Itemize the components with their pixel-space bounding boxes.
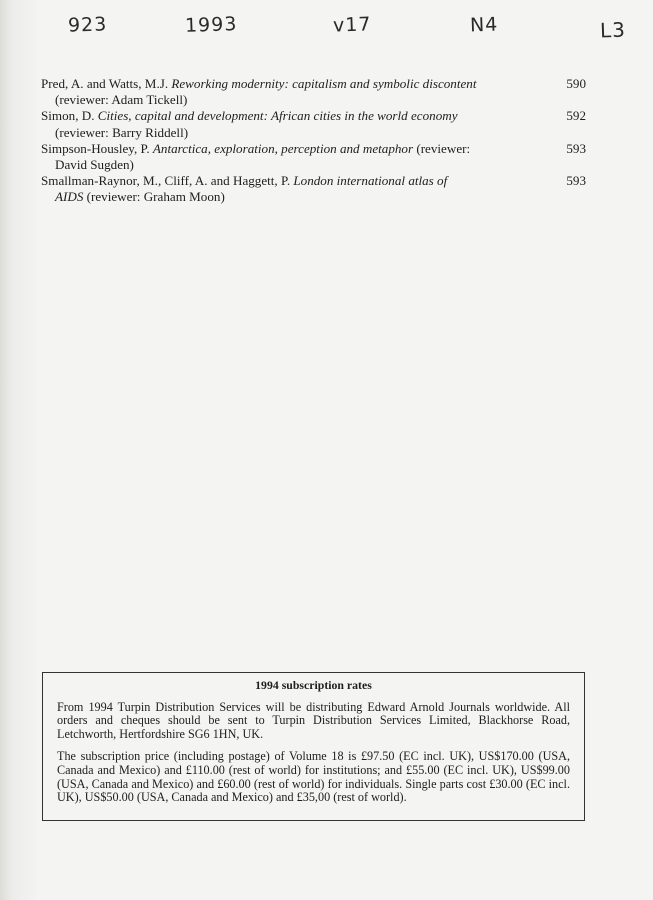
handwritten-year: 1993: [184, 13, 238, 37]
entry-page: 593: [566, 173, 586, 189]
entry-title-cont: AIDS: [55, 189, 84, 205]
review-entry: [41, 141, 586, 173]
entry-page: 590: [566, 76, 586, 91]
entry-page: 592: [566, 108, 586, 124]
entry-reviewer: (reviewer: Adam Tickell): [55, 92, 188, 108]
handwritten-note: 923: [67, 13, 108, 37]
entry-reviewer: (reviewer: Barry Riddell): [55, 124, 189, 140]
entry-author: Pred, A. and Watts, M.J.: [41, 76, 172, 91]
review-entry: [41, 76, 586, 108]
review-list: [41, 76, 586, 206]
entry-title: Reworking modernity: capitalism and symbolic discontent: [171, 76, 477, 91]
subscription-paragraph-prices: The subscription price (including postage) of Volume 18 is £97.50 (EC incl. UK), US$170.00 (USA, Canada and Mexico) and £110.00 (rest of world) for institutions; and £55.00 (EC incl. UK), US$99.00 (USA, Canada and Mexico) and £60.00 (rest of world) for individuals. Single parts cost £30.00 (EC incl. UK), US$50.00 (USA, Canada and Mexico) and £35,00 (rest of world).: [57, 749, 570, 805]
entry-page: 593: [566, 140, 586, 156]
subscription-paragraph-distribution: From 1994 Turpin Distribution Services will be distributing Edward Arnold Journals worldwide. All orders and cheques should be sent to Turpin Distribution Services Limited, Blackhorse Road, Letchworth, Hertfordshire SG6 1HN, UK.: [57, 699, 570, 741]
entry-title: Antarctica, exploration, perception and metaphor: [152, 140, 414, 156]
review-entry: [41, 108, 586, 140]
entry-title: London international atlas of: [293, 173, 448, 189]
entry-reviewer-prefix: (reviewer:: [413, 140, 471, 156]
entry-reviewer: (reviewer: Graham Moon): [83, 189, 225, 205]
handwritten-mark: L3: [599, 17, 627, 43]
handwritten-volume: v17: [332, 13, 372, 37]
entry-author: Smallman-Raynor, M., Cliff, A. and Haggett, P.: [41, 173, 294, 189]
handwritten-number: N4: [469, 13, 499, 37]
review-entry: [41, 173, 586, 205]
entry-author: Simon, D.: [41, 108, 98, 124]
entry-reviewer: David Sugden): [55, 157, 134, 173]
subscription-title: 1994 subscription rates: [255, 678, 372, 692]
subscription-box: [42, 672, 585, 821]
entry-author: Simpson-Housley, P.: [41, 140, 153, 156]
entry-title: Cities, capital and development: African cities in the world economy: [97, 108, 458, 124]
